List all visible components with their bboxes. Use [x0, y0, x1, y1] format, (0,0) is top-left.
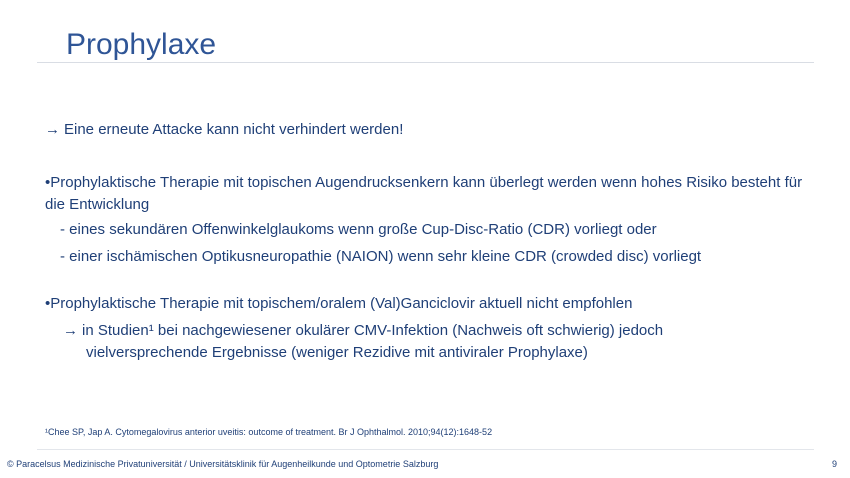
bullet-antiviral-prophylaxis: •Prophylaktische Therapie mit topischem/oralem (Val)Ganciclovir aktuell nicht empfohlen [45, 295, 633, 312]
title-divider [37, 62, 814, 63]
statement-line [45, 119, 403, 141]
footer-divider [37, 449, 814, 450]
right-arrow-icon: → [45, 121, 60, 138]
footnote-reference: ¹Chee SP, Jap A. Cytomegalovirus anterior uveitis: outcome of treatment. Br J Ophthalmol. 2010;94(12):1648-52 [45, 427, 493, 437]
statement-text: Eine erneute Attacke kann nicht verhindert werden! [64, 121, 404, 138]
bullet-glaucoma-prophylaxis: •Prophylaktische Therapie mit topischen Augendrucksenkern kann überlegt werden wenn hohes Risiko besteht für die Entwicklung [45, 174, 803, 213]
sub-item-studies [63, 320, 663, 342]
right-arrow-icon: → [63, 322, 78, 339]
sub-item-studies-continuation: vielversprechende Ergebnisse (weniger Rezidive mit antiviraler Prophylaxe) [86, 344, 588, 361]
footer-copyright: © Paracelsus Medizinische Privatuniversität / Universitätsklinik für Augenheilkunde und Optometrie Salzburg [7, 459, 439, 469]
page-number: 9 [832, 459, 838, 469]
sub-item-studies-text: in Studien¹ bei nachgewiesener okulärer CMV-Infektion (Nachweis oft schwierig) jedoch [82, 322, 664, 339]
sub-item-naion: - einer ischämischen Optikusneuropathie (NAION) wenn sehr kleine CDR (crowded disc) vorliegt [60, 248, 702, 265]
sub-item-glaucoma: - eines sekundären Offenwinkelglaukoms wenn große Cup-Disc-Ratio (CDR) vorliegt oder [60, 221, 657, 238]
slide-title: Prophylaxe [66, 28, 217, 61]
